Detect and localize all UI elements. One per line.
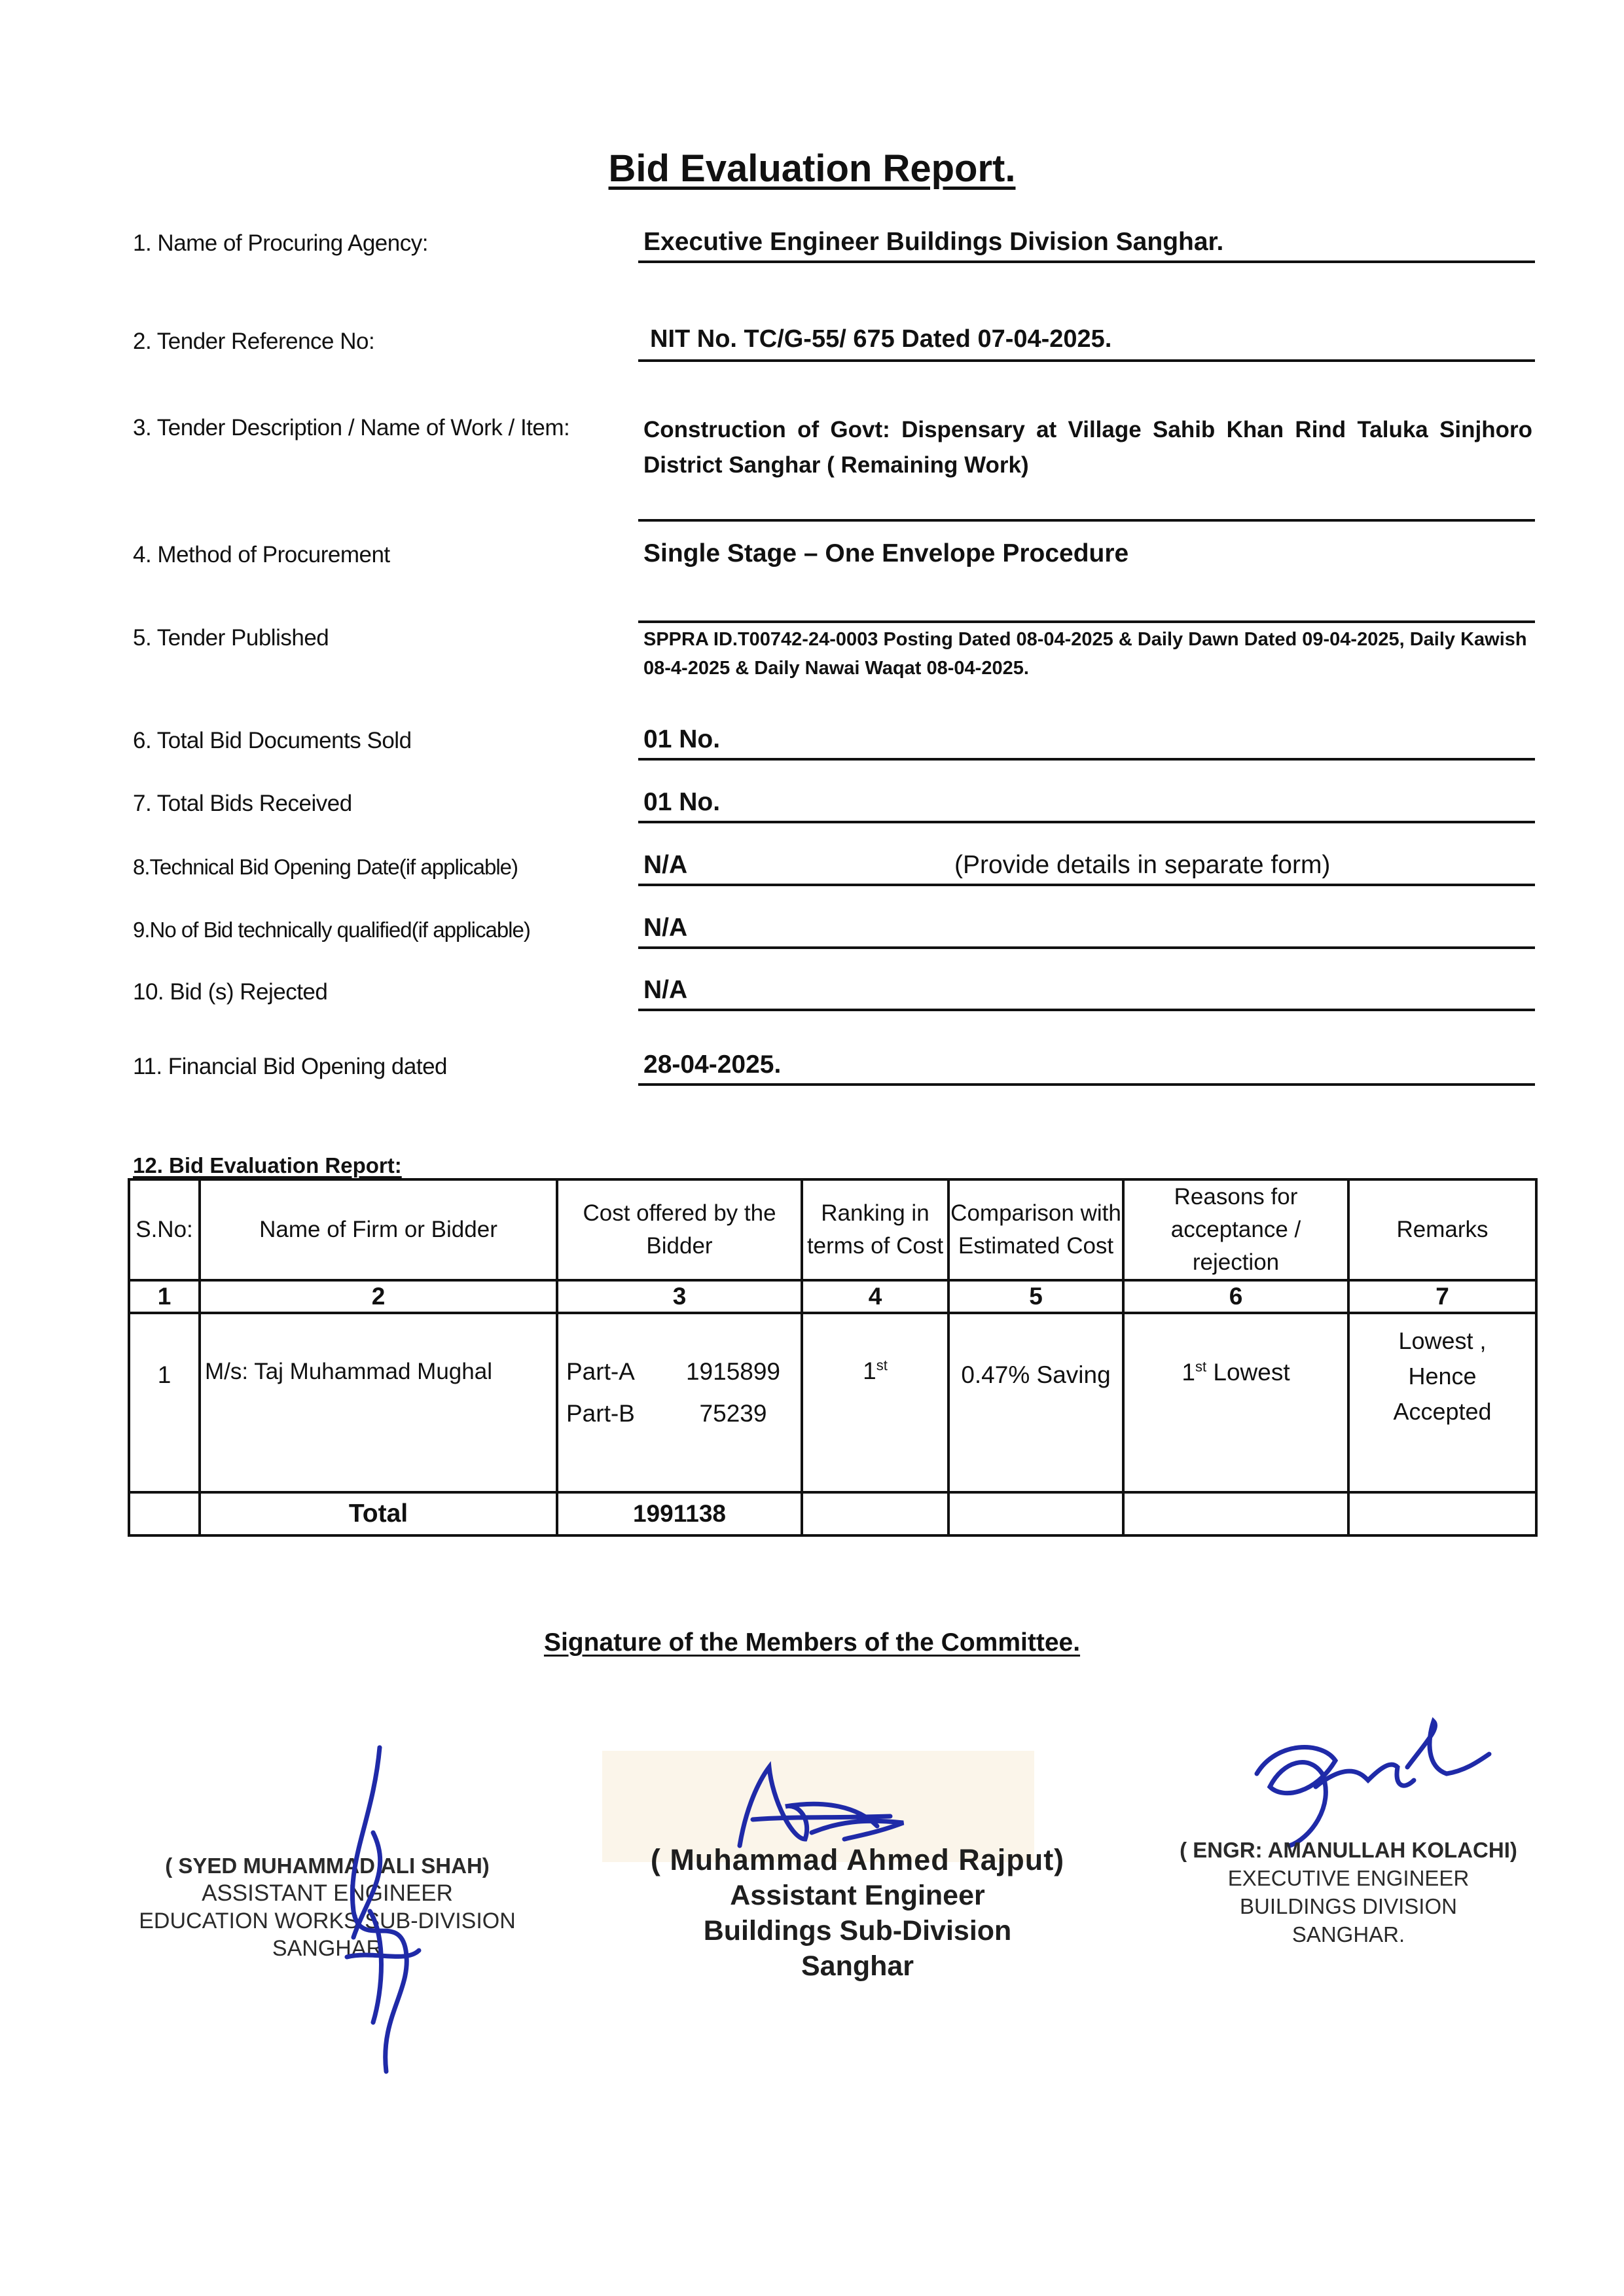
- tech-qualified-underline: [638, 946, 1535, 949]
- member1-signature: [308, 1741, 452, 2081]
- total-empty-cell: [1123, 1492, 1348, 1535]
- section-12-heading: 12. Bid Evaluation Report:: [133, 1153, 402, 1177]
- column-number: 2: [200, 1280, 557, 1313]
- ranking-cell: [802, 1313, 948, 1492]
- comparison-cell: 0.47% Saving: [948, 1313, 1123, 1492]
- docs-sold-label: 6. Total Bid Documents Sold: [133, 728, 412, 753]
- description-label: 3. Tender Description / Name of Work / Item:: [133, 415, 570, 440]
- column-number: 4: [802, 1280, 948, 1313]
- member3-line4: SANGHAR.: [1291, 1922, 1405, 1946]
- member1-line3: EDUCATION WORKS SUB-DIVISION: [139, 1909, 516, 1933]
- column-header: Ranking in terms of Cost: [802, 1179, 948, 1280]
- column-number-row: [129, 1280, 1536, 1313]
- column-header-text: Cost offered by the Bidder: [583, 1200, 776, 1259]
- reason-number: 1: [1182, 1359, 1195, 1386]
- agency-value: Executive Engineer Buildings Division Sanghar.: [643, 228, 1224, 256]
- column-header: Remarks: [1348, 1179, 1536, 1280]
- rejected-value: N/A: [643, 976, 688, 1004]
- tender-ref-underline: [638, 359, 1535, 362]
- member2-stamp: [596, 1842, 1119, 1984]
- description-underline: [638, 519, 1535, 522]
- column-number: 7: [1348, 1280, 1536, 1313]
- column-number: 1: [129, 1280, 200, 1313]
- bidder-cell: M/s: Taj Muhammad Mughal: [200, 1313, 557, 1492]
- bids-received-underline: [638, 821, 1535, 823]
- page-title: Bid Evaluation Report.: [608, 147, 1016, 190]
- bids-received-label: 7. Total Bids Received: [133, 791, 352, 816]
- part-a-amount: 1915899: [685, 1358, 781, 1385]
- table-header-row: [129, 1179, 1536, 1280]
- column-number: 3: [557, 1280, 802, 1313]
- member3-stamp: [1152, 1836, 1545, 1948]
- member2-name: ( Muhammad Ahmed Rajput): [650, 1843, 1065, 1876]
- tech-opening-note: (Provide details in separate form): [954, 851, 1331, 879]
- tech-opening-underline: [638, 884, 1535, 886]
- total-empty-cell: [802, 1492, 948, 1535]
- total-row: [129, 1492, 1536, 1535]
- part-b-label: Part-B: [566, 1400, 635, 1427]
- member3-name: ( ENGR: AMANULLAH KOLACHI): [1180, 1838, 1517, 1862]
- reason-suffix: st: [1195, 1358, 1207, 1375]
- description-value: Construction of Govt: Dispensary at Village Sahib Khan Rind Taluka Sinjhoro District Sanghar ( Remaining Work): [643, 417, 1532, 478]
- column-header: S.No:: [129, 1179, 200, 1280]
- tech-opening-label: 8.Technical Bid Opening Date(if applicable): [133, 855, 518, 879]
- column-header-text: Reasons for acceptance / rejection: [1170, 1184, 1301, 1275]
- member3-line2: EXECUTIVE ENGINEER: [1227, 1866, 1470, 1890]
- member3-line3: BUILDINGS DIVISION: [1240, 1894, 1457, 1918]
- signatures-heading: Signature of the Members of the Committee.: [543, 1628, 1081, 1657]
- remarks-cell: [1348, 1313, 1536, 1492]
- column-header: Name of Firm or Bidder: [200, 1179, 557, 1280]
- remarks-text: Lowest , Hence Accepted: [1393, 1327, 1492, 1425]
- tender-ref-value: NIT No. TC/G-55/ 675 Dated 07-04-2025.: [650, 325, 1112, 353]
- reason-text: Lowest: [1213, 1359, 1290, 1386]
- total-empty-cell: [1348, 1492, 1536, 1535]
- member1-line2: ASSISTANT ENGINEER: [202, 1880, 453, 1906]
- method-underline: [638, 620, 1535, 623]
- member2-line2: Assistant Engineer: [730, 1880, 985, 1911]
- column-header: Comparison with Estimated Cost: [948, 1179, 1123, 1280]
- table-row: [129, 1313, 1536, 1492]
- member1-line4: SANGHAR: [272, 1936, 383, 1961]
- tech-qualified-value: N/A: [643, 914, 688, 942]
- total-empty-cell: [129, 1492, 200, 1535]
- part-a-label: Part-A: [566, 1358, 635, 1385]
- column-number: 5: [948, 1280, 1123, 1313]
- reason-cell: [1123, 1313, 1348, 1492]
- docs-sold-value: 01 No.: [643, 725, 721, 753]
- sno-cell: 1: [129, 1313, 200, 1492]
- rank-suffix: st: [876, 1357, 888, 1374]
- bids-received-value: 01 No.: [643, 788, 721, 816]
- total-value: 1991138: [557, 1492, 802, 1535]
- method-value: Single Stage – One Envelope Procedure: [643, 539, 1129, 567]
- bid-evaluation-table: [128, 1178, 1538, 1537]
- total-empty-cell: [948, 1492, 1123, 1535]
- part-b-amount: 75239: [699, 1400, 767, 1427]
- fin-opening-label: 11. Financial Bid Opening dated: [133, 1054, 448, 1079]
- method-label: 4. Method of Procurement: [133, 542, 390, 567]
- fin-opening-underline: [638, 1083, 1535, 1086]
- docs-sold-underline: [638, 758, 1535, 761]
- published-value: SPPRA ID.T00742-24-0003 Posting Dated 08-04-2025 & Daily Dawn Dated 09-04-2025, Daily Kawish 08-4-2025 & Daily Nawai Waqat 08-04-2025.: [643, 629, 1527, 679]
- fin-opening-value: 28-04-2025.: [643, 1050, 782, 1079]
- cost-breakdown: [558, 1351, 801, 1435]
- member1-name: ( SYED MUHAMMAD ALI SHAH): [165, 1854, 490, 1878]
- total-label: Total: [200, 1492, 557, 1535]
- rank-number: 1: [863, 1357, 876, 1384]
- cost-cell: [557, 1313, 802, 1492]
- published-label: 5. Tender Published: [133, 625, 329, 651]
- tech-qualified-label: 9.No of Bid technically qualified(if applicable): [133, 918, 530, 942]
- tech-opening-value: N/A: [643, 851, 688, 879]
- agency-label: 1. Name of Procuring Agency:: [133, 230, 428, 256]
- column-header: [557, 1179, 802, 1280]
- member2-line4: Sanghar: [801, 1950, 914, 1982]
- tender-ref-label: 2. Tender Reference No:: [133, 329, 375, 354]
- agency-underline: [638, 260, 1535, 263]
- column-header: [1123, 1179, 1348, 1280]
- rejected-underline: [638, 1009, 1535, 1011]
- column-number: 6: [1123, 1280, 1348, 1313]
- rejected-label: 10. Bid (s) Rejected: [133, 979, 328, 1005]
- member2-line3: Buildings Sub-Division: [703, 1915, 1012, 1946]
